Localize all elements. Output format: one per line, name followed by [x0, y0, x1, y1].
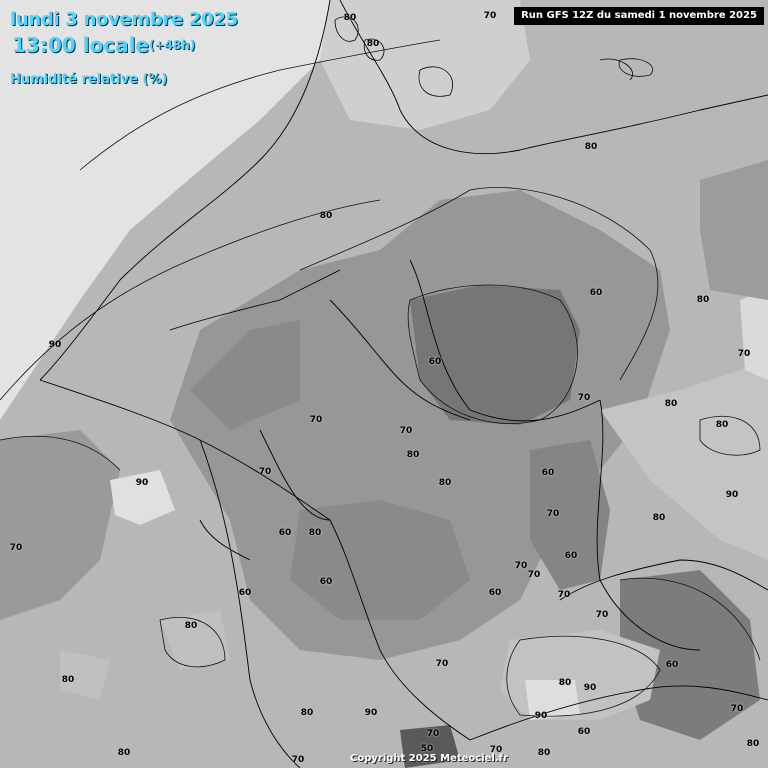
copyright: Copyright 2025 Meteociel.fr — [350, 753, 508, 764]
contour-label: 90 — [364, 708, 378, 718]
contour-label: 70 — [483, 11, 497, 21]
contour-label: 60 — [564, 551, 578, 561]
contour-label: 70 — [546, 509, 560, 519]
forecast-offset: (+48h) — [149, 38, 196, 52]
contour-label: 70 — [730, 704, 744, 714]
contour-label: 90 — [534, 711, 548, 721]
contour-label: 70 — [577, 393, 591, 403]
forecast-time: 13:00 locale — [12, 33, 149, 57]
contour-label: 70 — [595, 610, 609, 620]
contour-label: 90 — [583, 683, 597, 693]
contour-label: 60 — [665, 660, 679, 670]
forecast-date: lundi 3 novembre 2025 — [10, 9, 238, 30]
contour-label: 60 — [488, 588, 502, 598]
contour-label: 70 — [435, 659, 449, 669]
parameter-label: Humidité relative (%) — [10, 72, 168, 87]
contour-label: 70 — [737, 349, 751, 359]
contour-label: 70 — [291, 755, 305, 765]
contour-label: 80 — [319, 211, 333, 221]
contour-label: 80 — [366, 39, 380, 49]
contour-label: 90 — [48, 340, 62, 350]
contour-label: 80 — [715, 420, 729, 430]
contour-label: 80 — [308, 528, 322, 538]
contour-label: 80 — [343, 13, 357, 23]
contour-label: 90 — [135, 478, 149, 488]
contour-label: 80 — [184, 621, 198, 631]
contour-label: 80 — [584, 142, 598, 152]
contour-label: 70 — [527, 570, 541, 580]
contour-label: 80 — [61, 675, 75, 685]
contour-label: 60 — [589, 288, 603, 298]
contour-label: 80 — [746, 739, 760, 749]
contour-label: 70 — [426, 729, 440, 739]
contour-label: 50 — [420, 744, 434, 754]
zone-70-northeast — [700, 160, 768, 300]
contour-label: 60 — [278, 528, 292, 538]
contour-label: 70 — [557, 590, 571, 600]
contour-label: 80 — [406, 450, 420, 460]
contour-label: 80 — [696, 295, 710, 305]
contour-label: 60 — [541, 468, 555, 478]
contour-label: 70 — [258, 467, 272, 477]
contour-label: 80 — [537, 748, 551, 758]
contour-label: 60 — [577, 727, 591, 737]
contour-label: 70 — [489, 745, 503, 755]
contour-label: 60 — [238, 588, 252, 598]
contour-label: 90 — [725, 490, 739, 500]
contour-label: 70 — [9, 543, 23, 553]
contour-label: 80 — [664, 399, 678, 409]
contour-label: 80 — [558, 678, 572, 688]
zone-90-south-basin — [525, 680, 580, 720]
contour-label: 60 — [428, 357, 442, 367]
contour-label: 70 — [399, 426, 413, 436]
contour-label: 70 — [514, 561, 528, 571]
run-banner: Run GFS 12Z du samedi 1 novembre 2025 — [514, 7, 764, 25]
contour-label: 80 — [300, 708, 314, 718]
contour-label: 80 — [117, 748, 131, 758]
contour-label: 70 — [309, 415, 323, 425]
contour-label: 60 — [319, 577, 333, 587]
contour-label: 80 — [652, 513, 666, 523]
contour-label: 80 — [438, 478, 452, 488]
